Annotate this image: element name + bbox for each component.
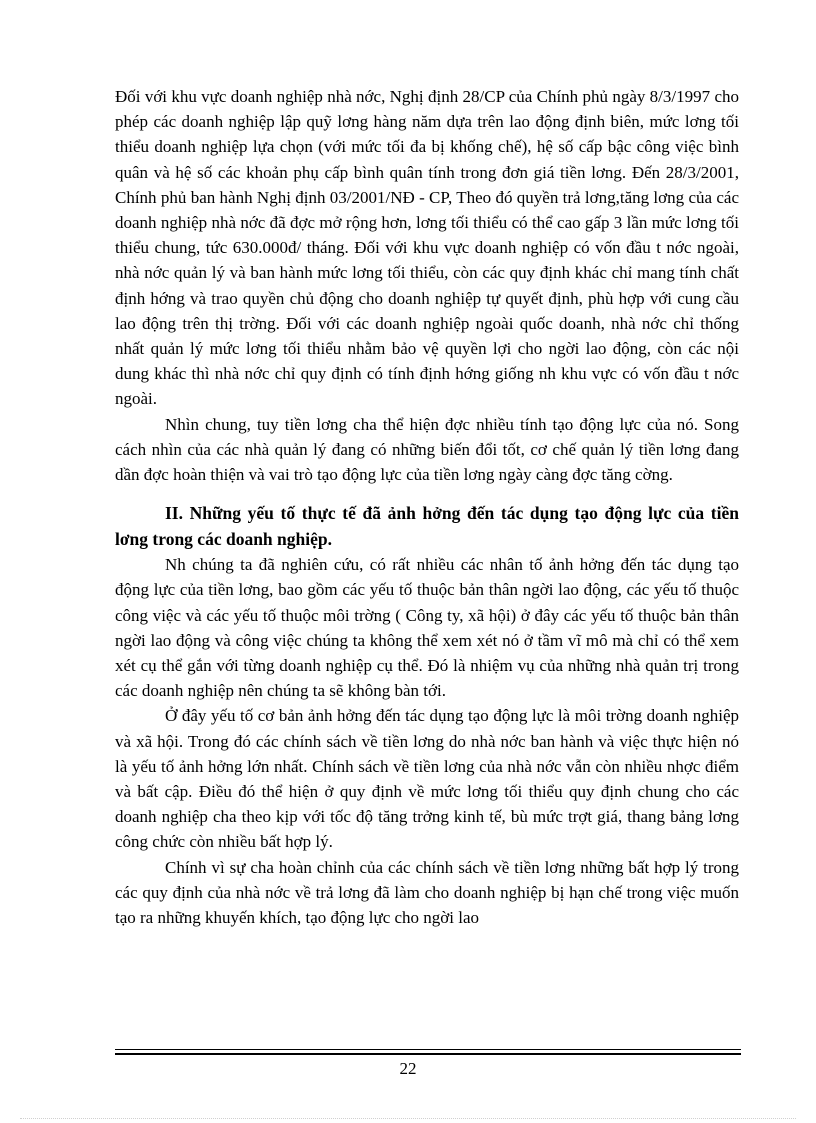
- body-paragraph: Nhìn chung, tuy tiền lơng cha thể hiện đợc nhiều tính tạo động lực của nó. Song cách nhìn của các nhà quản lý đang có những biến đổi tốt, cơ chế quản lý tiền lơng đang dần đợc hoàn thiện và vai trò tạo động lực của tiền lơng ngày càng đợc tăng cờng.: [115, 414, 739, 485]
- page-boundary: [20, 1118, 796, 1119]
- section-heading: II. Những yếu tố thực tế đã ảnh hởng đến tác dụng tạo động lực của tiền lơng trong các doanh nghiệp.: [115, 503, 739, 549]
- body-paragraph: Đối với khu vực doanh nghiệp nhà nớc, Nghị định 28/CP của Chính phủ ngày 8/3/1997 cho phép các doanh nghiệp lập quỹ lơng hàng năm dựa trên lao động định biên, mức lơng tối thiểu doanh nghiệp lựa chọn (với mức tối đa bị khống chế), hệ số cấp bậc công việc bình quân và hệ số các khoản phụ cấp bình quân tính trong đơn giá tiền lơng. Đến 28/3/2001, Chính phủ ban hành Nghị định 03/2001/NĐ - CP, Theo đó quyền trả lơng,tăng lơng của các doanh nghiệp nhà nớc đã đợc mở rộng hơn, lơng tối thiểu có thể cao gấp 3 lần mức lơng tối thiểu chung, tức 630.000đ/ tháng. Đối với khu vực doanh nghiệp có vốn đầu t nớc ngoài, nhà nớc quản lý và ban hành mức lơng tối thiểu, còn các quy định khác chỉ mang tính chất định hớng và trao quyền chủ động cho doanh nghiệp tự quyết định, phù hợp với cung cầu lao động trên thị trờng. Đối với các doanh nghiệp ngoài quốc doanh, nhà nớc chỉ thống nhất quản lý mức lơng tối thiểu nhằm bảo vệ quyền lợi cho ngời lao động, còn các nội dung khác thì nhà nớc chỉ quy định có tính định hớng giống nh khu vực có vốn đầu t nớc ngoài.: [115, 87, 739, 409]
- document-body: [115, 84, 739, 930]
- page-number: 22: [399, 1059, 417, 1078]
- body-paragraph: Chính vì sự cha hoàn chỉnh của các chính sách về tiền lơng những bất hợp lý trong các quy định của nhà nớc về trả lơng đã làm cho doanh nghiệp bị hạn chế trong việc muốn tạo ra những khuyến khích, tạo động lực cho ngời lao: [115, 857, 739, 928]
- footer-divider-thick: [115, 1053, 741, 1055]
- body-paragraph: Ở đây yếu tố cơ bản ảnh hởng đến tác dụng tạo động lực là môi trờng doanh nghiệp và xã hội. Trong đó các chính sách về tiền lơng do nhà nớc ban hành và việc thực hiện nó là yếu tố ảnh hởng lớn nhất. Chính sách về tiền lơng của nhà nớc vẫn còn nhiều nhợc điểm và bất cập. Điều đó thể hiện ở quy định về mức lơng tối thiểu quy định chung cho các doanh nghiệp cha theo kịp với tốc độ tăng trởng kinh tế, bù mức trợt giá, thang bảng lơng công chức còn nhiều bất hợp lý.: [115, 706, 739, 852]
- footer-divider: [115, 1049, 741, 1050]
- body-paragraph: Nh chúng ta đã nghiên cứu, có rất nhiều các nhân tố ảnh hởng đến tác dụng tạo động lực của tiền lơng, bao gồm các yếu tố thuộc bản thân ngời lao động, các yếu tố thuộc công việc và các yếu tố thuộc môi trờng ( Công ty, xã hội) ở đây các yếu tố thuộc bản thân ngời lao động và công việc chúng ta không thể xem xét nó ở tầm vĩ mô mà chỉ có thể xem xét cụ thể gắn với từng doanh nghiệp cụ thể. Đó là nhiệm vụ của những nhà quản trị trong các doanh nghiệp nên chúng ta sẽ không bàn tới.: [115, 555, 739, 701]
